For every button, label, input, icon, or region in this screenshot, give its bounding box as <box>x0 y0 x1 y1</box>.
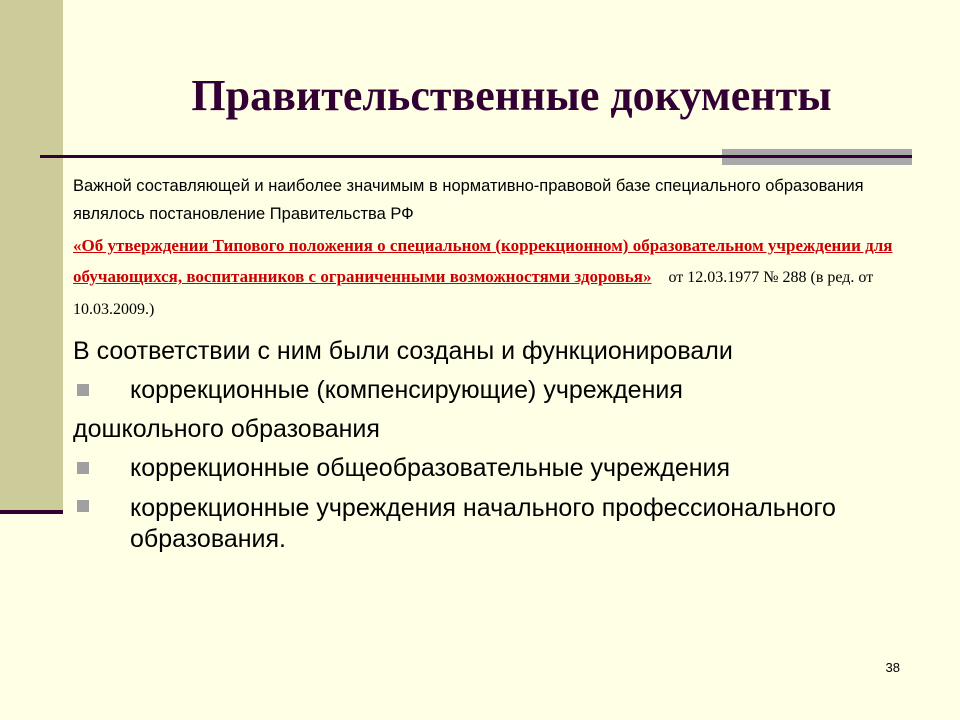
list-item <box>73 449 933 487</box>
slide-title: Правительственные документы <box>191 71 832 120</box>
slide-content <box>73 172 933 555</box>
title-rule <box>40 155 912 158</box>
square-bullet-icon <box>77 384 89 396</box>
square-bullet-icon <box>77 462 89 474</box>
decree-paragraph <box>73 230 933 325</box>
list-item-text: коррекционные учреждения начального профессионального образования. <box>130 494 836 553</box>
page-number: 38 <box>885 660 900 675</box>
lead-text: В соответствии с ним были созданы и функционировали <box>73 337 733 365</box>
list-item-text: коррекционные (компенсирующие) учреждения <box>130 376 683 404</box>
intro-text: Важной составляющей и наиболее значимым в нормативно-правовой базе специального образования являлось постановление Правительства РФ <box>73 177 864 223</box>
side-rule <box>0 510 63 514</box>
list-item <box>73 371 933 409</box>
square-bullet-icon <box>77 500 89 512</box>
list-item-continuation: дошкольного образования <box>73 415 380 443</box>
side-band <box>0 0 63 510</box>
list-item-text: коррекционные общеобразовательные учреждения <box>130 454 731 482</box>
decree-link[interactable]: «Об утверждении Типового положения о специальном (коррекционном) образовательном учреждении для обучающихся, воспитанников с ограниченными возможностями здоровья» <box>73 236 893 286</box>
decree-date: от 12.03.1977 № 288 (в ред. от 10.03.2009.) <box>73 269 874 318</box>
list-item <box>73 487 933 555</box>
